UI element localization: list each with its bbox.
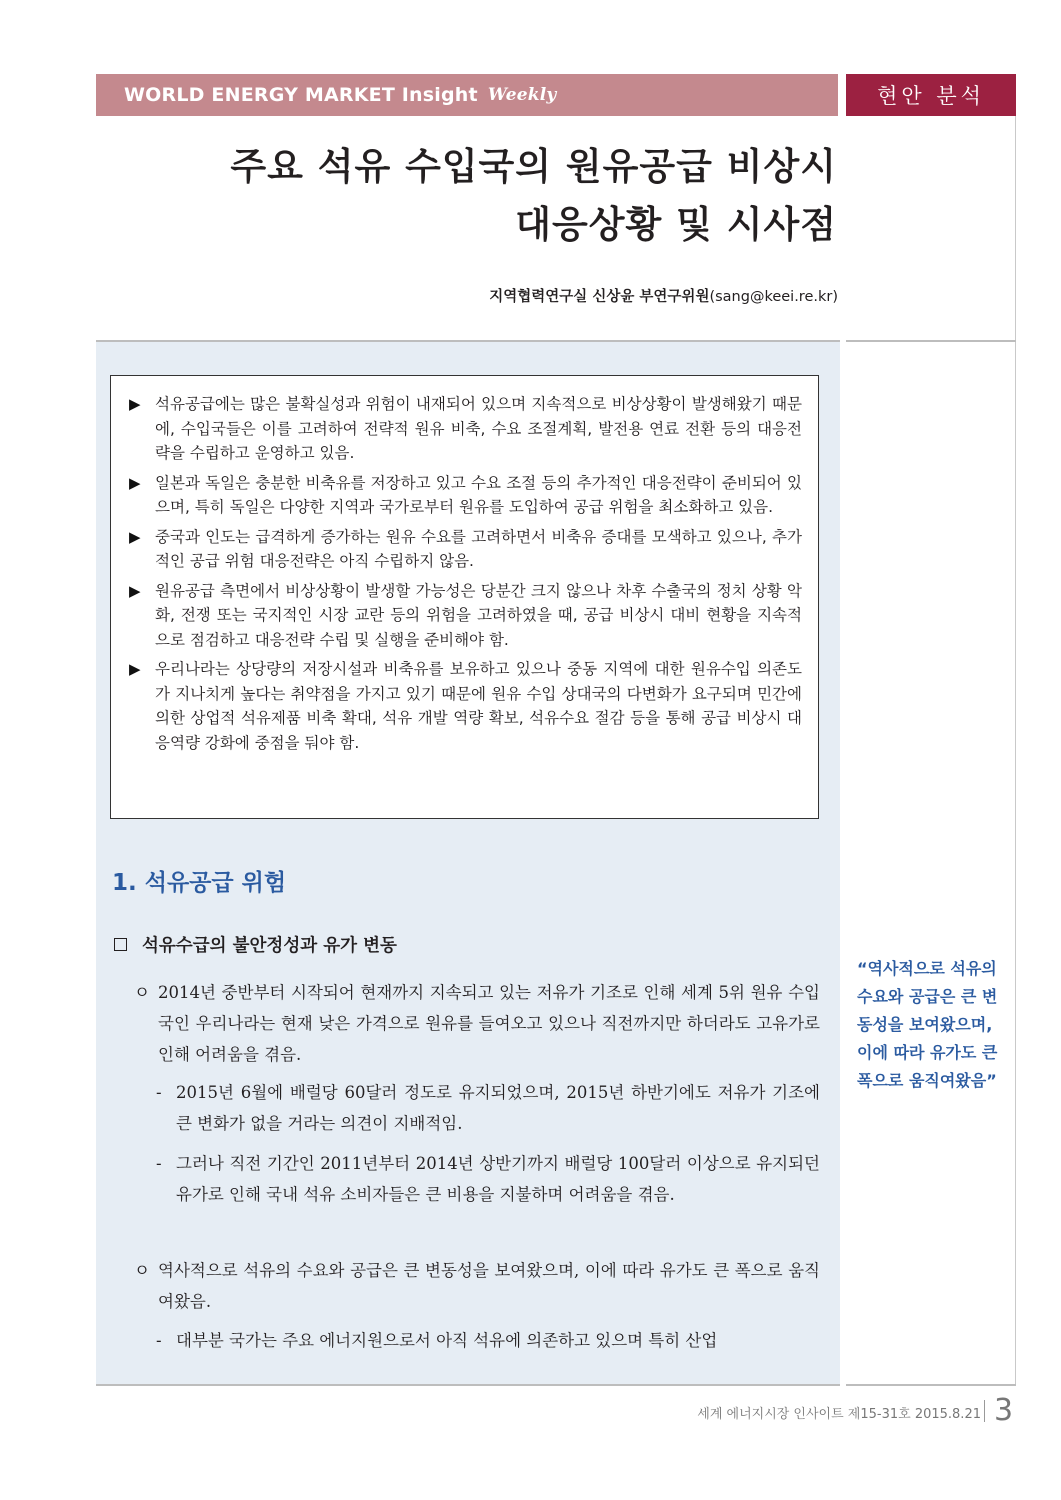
title-line-1: 주요 석유 수입국의 원유공급 비상시 [230, 145, 837, 188]
checkbox-square-icon [114, 938, 127, 951]
header-series: WORLD ENERGY MARKET Insight [124, 84, 478, 106]
footer-text: 세계 에너지시장 인사이트 제15-31호 2015.8.21 [697, 1407, 981, 1422]
dash-bullet-icon: - [156, 1331, 162, 1350]
summary-item [129, 657, 802, 755]
right-border-line [1015, 116, 1016, 1386]
summary-item [129, 525, 802, 574]
dash-bullet [156, 1148, 820, 1210]
author-email: (sang@keei.re.kr) [709, 289, 838, 305]
circle-bullet-icon: ㅇ [134, 983, 150, 1002]
triangle-bullet-icon: ▶ [129, 581, 141, 600]
summary-text: 원유공급 측면에서 비상상황이 발생할 가능성은 당분간 크지 않으나 차후 수출국의 정치 상황 악화, 전쟁 또는 국지적인 시장 교란 등의 위험을 고려하였을 때, 공급 비상시 대비 현황을 지속적으로 점검하고 대응전략 수립 및 실행을 준비해야 함. [155, 581, 802, 649]
dash-bullet-icon: - [156, 1083, 162, 1102]
summary-text: 우리나라는 상당량의 저장시설과 비축유를 보유하고 있으나 중동 지역에 대한 원유수입 의존도가 지나치게 높다는 취약점을 가지고 있기 때문에 원유 수입 상대국의 다변화가 요구되며 민간에 의한 상업적 석유제품 비축 확대, 석유 개발 역량 확보, 석유수요 절감 등을 통해 공급 비상시 대응역량 강화에 중점을 둬야 함. [155, 660, 802, 752]
section-heading: 1. 석유공급 위험 [112, 870, 287, 896]
paragraph-text: 그러나 직전 기간인 2011년부터 2014년 상반기까지 배럴당 100달러 이상으로 유지되던 유가로 인해 국내 석유 소비자들은 큰 비용을 지불하며 어려움을 겪음. [176, 1154, 820, 1204]
divider-bottom-side [846, 1384, 1016, 1386]
header-category: 현안 분석 [846, 74, 1016, 116]
summary-item [129, 579, 802, 653]
paragraph-bullet [134, 1255, 820, 1317]
summary-item [129, 392, 802, 466]
triangle-bullet-icon: ▶ [129, 395, 141, 413]
sidebar-pull-quote: “역사적으로 석유의 수요와 공급은 큰 변동성을 보여왔으며, 이에 따라 유가도 큰 폭으로 움직여왔음” [857, 959, 998, 1090]
dash-bullet-icon: - [156, 1154, 162, 1173]
summary-text: 중국과 인도는 급격하게 증가하는 원유 수요를 고려하면서 비축유 증대를 모색하고 있으나, 추가적인 공급 위험 대응전략은 아직 수립하지 않음. [155, 527, 802, 570]
summary-text: 일본과 독일은 충분한 비축유를 저장하고 있고 수요 조절 등의 추가적인 대응전략이 준비되어 있으며, 특히 독일은 다양한 지역과 국가로부터 원유를 도입하여 공급 위험을 최소화하고 있음. [155, 473, 802, 516]
paragraph-bullet [134, 977, 820, 1070]
subsection-heading [114, 932, 397, 957]
paragraph-text: 역사적으로 석유의 수요와 공급은 큰 변동성을 보여왔으며, 이에 따라 유가도 큰 폭으로 움직여왔음. [158, 1261, 820, 1311]
footer-separator [984, 1400, 985, 1422]
header-series-bar [96, 74, 838, 116]
divider-bottom-main [96, 1384, 840, 1386]
author-name: 지역협력연구실 신상윤 부연구위원 [489, 289, 710, 305]
title-line-2: 대응상황 및 시사점 [515, 203, 837, 246]
page-title [230, 138, 837, 254]
summary-item [129, 471, 802, 520]
author-line [489, 285, 838, 306]
paragraph-text: 2014년 중반부터 시작되어 현재까지 지속되고 있는 저유가 기조로 인해 세계 5위 원유 수입국인 우리나라는 현재 낮은 가격으로 원유를 들여오고 있으나 직전까지만 하더라도 고유가로 인해 어려움을 겪음. [158, 983, 820, 1064]
triangle-bullet-icon: ▶ [129, 473, 141, 492]
triangle-bullet-icon: ▶ [129, 527, 141, 546]
header-weekly: Weekly [487, 85, 557, 105]
paragraph-text: 2015년 6월에 배럴당 60달러 정도로 유지되었으며, 2015년 하반기에도 저유가 기조에 큰 변화가 없을 거라는 의견이 지배적임. [176, 1083, 820, 1133]
divider-top-side [846, 340, 1016, 342]
circle-bullet-icon: ㅇ [134, 1261, 150, 1280]
summary-text: 석유공급에는 많은 불확실성과 위험이 내재되어 있으며 지속적으로 비상상황이 발생해왔기 때문에, 수입국들은 이를 고려하여 전략적 원유 비축, 수요 조절계획, 발전용 연료 전환 등의 대응전략을 수립하고 운영하고 있음. [155, 395, 802, 462]
paragraph-text: 대부분 국가는 주요 에너지원으로서 아직 석유에 의존하고 있으며 특히 산업 [176, 1331, 718, 1350]
page-number: 3 [994, 1393, 1014, 1428]
summary-box [110, 375, 819, 819]
triangle-bullet-icon: ▶ [129, 660, 141, 678]
subsection-heading-text: 석유수급의 불안정성과 유가 변동 [142, 936, 397, 956]
dash-bullet [156, 1077, 820, 1139]
dash-bullet [156, 1325, 820, 1356]
